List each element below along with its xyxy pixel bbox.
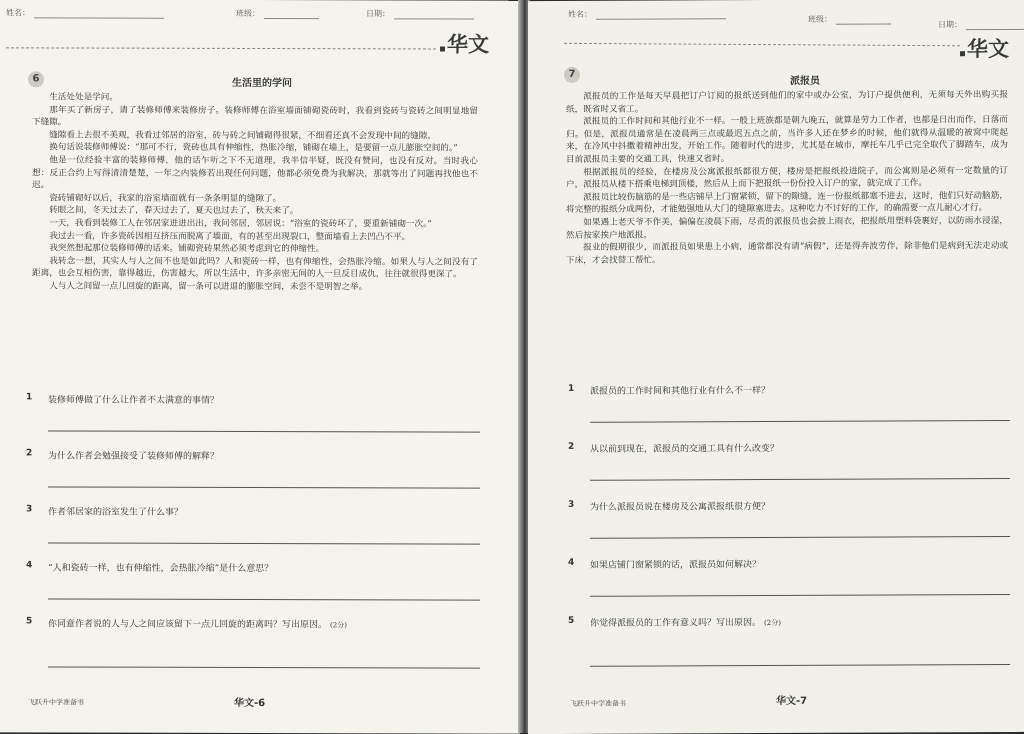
question-number: 3 [26,504,33,515]
question-number: 4 [26,560,33,571]
question-text [590,557,761,571]
passage-title: 生活里的学问 [232,77,292,90]
left-header [6,7,516,19]
question-number: 2 [26,448,33,459]
question-prompt: 你同意作者说的人与人之间应该留下一点儿回旋的距离吗？写出原因。 [48,619,328,631]
question-number: 1 [26,392,33,403]
question-number: 3 [568,499,575,510]
passage-paragraph: 如果遇上老天爷不作美，偏偏在凌晨下雨，尽责的派报员也会披上雨衣，把报纸用塑料袋裹好，以防雨水浸湿，然后按家挨户地派报。 [566,215,1008,241]
question-item [0,560,520,575]
question-number: 5 [568,615,575,626]
question-item [0,392,520,406]
name-field [6,7,164,18]
passage-paragraph: 缝隙看上去很不美观，我看过邻居的浴室，砖与砖之间铺砌得很紧，不细看还真不会发现中间的缝隙。 [49,130,436,142]
question-item [0,616,520,631]
question-item [528,614,1024,629]
date-field [366,8,474,19]
brand-label [960,33,1009,63]
passage-number-badge: 7 [564,67,580,83]
question-number: 4 [568,557,575,568]
question-text [48,504,183,517]
passage-paragraph: 转眼之间，冬天过去了，春天过去了，夏天也过去了，秋天来了。 [49,205,299,217]
class-field [808,13,891,24]
answer-line[interactable] [590,420,1010,423]
question-text [48,392,219,405]
name-label: 姓名： [6,8,30,18]
passage-paragraph: 人与人之间留一点儿回旋的距离，留一条可以进退的膨胀空间，未尝不是明智之举。 [49,281,368,293]
question-number: 5 [26,616,33,627]
passage-paragraph: 派报员的工作是每天早晨把订户订阅的报纸送到他们的家中或办公室，为订户提供便利，无须每天外出购买报纸，既省时又省工。 [566,89,1008,115]
page-number: 华文-7 [776,695,808,707]
name-label: 姓名： [568,9,592,19]
right-header [568,7,1018,30]
name-input-line[interactable] [596,10,726,20]
footer-series: 飞跃升中学准备书 [28,698,84,707]
date-field [938,19,1024,30]
passage-paragraph: 我过去一看，许多瓷砖因相互挤压而脱离了墙面，有的甚至出现裂口，整面墙看上去凹凸不平。 [49,230,411,242]
answer-line[interactable] [590,664,1010,667]
question-number: 1 [568,383,575,394]
header-divider [6,47,436,49]
question-prompt: 作者邻居家的浴室发生了什么事？ [48,507,184,518]
answer-line[interactable] [48,666,480,668]
header-divider [564,43,960,46]
brand-text: 华文 [967,36,1009,62]
class-label: 班级： [808,14,832,24]
question-prompt: 为什么作者会勉强接受了装修师傅的解释？ [48,451,220,462]
answer-line[interactable] [48,430,480,432]
passage-paragraph: 派报员的工作时间和其他行业不一样。一般上班族都是朝九晚五，就算是劳力工作者，也都是日出而作，日落而归。但是，派报员通常是在凌晨两三点或最迟五点之前，当许多人还在梦乡的时候，他们就得从温暖的被窝中爬起来，在冷风中抖擞着精神出发，开始工作。随着时代的进步，尤其是在城市，摩托车几乎已完全取代了脚踏车，成为目前派报员主要的交通工具，快速又省时。 [566,115,1008,165]
question-text [590,499,770,513]
question-number: 2 [568,441,575,452]
passage-paragraph: 我突然想起那位装修师傅的话来。铺砌瓷砖果然必须考虑到它的伸缩性。 [49,243,325,255]
question-item [528,556,1024,571]
class-label: 班级： [236,8,260,18]
question-item [528,440,1024,455]
passage-paragraph: 报业的假期很少，而派报员如果患上小病，通常都没有请“病假”，还是得奔波劳作，除非他们是病到无法走动或下床，才会找替工帮忙。 [566,241,1008,266]
question-prompt: 派报员的工作时间和其他行业有什么不一样？ [590,386,771,397]
marks-label: (2分) [330,621,347,630]
passage-paragraph: 根据派报员的经验，在楼房及公寓派报纸都很方便，楼房是把报纸投进院子，而公寓则是必须有一定数量的订户，派报员从楼下搭乘电梯到顶楼，然后从上而下把报纸一份份投入订户的家，就完成了工作。 [566,165,1008,191]
answer-line[interactable] [48,598,480,600]
passage-body [32,91,478,294]
name-field [568,8,726,20]
date-input-line[interactable] [966,21,1024,30]
date-input-line[interactable] [394,10,474,19]
question-text [48,616,347,630]
page-number: 华文-6 [234,697,266,710]
right-page [528,0,1024,734]
passage-paragraph: 他是一位经验丰富的装修师傅，他的话乍听之下不无道理，我半信半疑，既没有赞同，也没有反对。当时我心想：反正合约上写得清清楚楚，一年之内装修若出现任何问题，他都必须免费为我解决，那就等出了问题再找他也不迟。 [32,155,478,191]
marks-label: (2分) [764,618,781,628]
brand-label [440,28,489,58]
question-prompt: 你觉得派报员的工作有意义吗？写出原因。 [590,618,762,629]
passage-paragraph: 瓷砖铺砌好以后，我家的浴室墙面就有一条条明显的缝隙了。 [49,193,282,204]
passage-number-badge: 6 [28,71,44,87]
question-text [590,615,781,629]
class-field [236,8,319,19]
date-label: 日期： [366,9,390,19]
name-input-line[interactable] [34,9,164,18]
question-item [528,382,1024,397]
passage-paragraph: 我转念一想，其实人与人之间不也是如此吗？人和瓷砖一样，也有伸缩性，会热胀冷缩。如果人与人之间没有了距离，也会互相伤害，靠得越近，伤害越大。所以生活中，许多亲密无间的人一旦反目成仇，往往就很得更深了。 [32,256,478,280]
passage-title: 派报员 [790,75,820,87]
question-text [48,448,219,461]
brand-dot [960,51,965,56]
question-prompt: 为什么派报员说在楼房及公寓派报纸很方便？ [590,502,771,513]
question-item [0,448,520,462]
class-input-line[interactable] [836,15,891,24]
passage-paragraph: 派报员比较伤脑筋的是一些店铺早上门窗紧锁，留下的隙缝，连一份报纸都塞不进去，这时，他们只好动脑筋，将完整的报纸分成两份，才能勉强地从大门的缝隙塞进去。这种吃力不讨好的工作，的确需要一点儿耐心才行。 [566,190,1008,216]
footer-series: 飞跃升中学准备书 [570,699,626,708]
answer-line[interactable] [590,536,1010,539]
question-text [48,560,273,574]
brand-dot [440,46,445,51]
question-text [590,383,770,397]
answer-line[interactable] [590,478,1010,481]
class-input-line[interactable] [264,10,319,19]
question-item [528,498,1024,513]
brand-text: 华文 [447,32,489,57]
question-prompt: “人和瓷砖一样，也有伸缩性，会热胀冷缩”是什么意思？ [48,563,274,575]
question-prompt: 如果店铺门窗紧锁的话，派报员如何解决？ [590,560,762,571]
question-prompt: 从以前到现在，派报员的交通工具有什么改变？ [590,443,780,455]
passage-paragraph: 那年买了新房子，请了装修师傅来装修房子。装修师傅在浴室墙面铺砌瓷砖时，我看到瓷砖与瓷砖之间明显地留下缝隙。 [32,105,478,128]
passage-body [566,89,1008,267]
answer-line[interactable] [590,594,1010,597]
answer-line[interactable] [48,542,480,544]
passage-paragraph: 换句话说装修师傅说：“那可不行，瓷砖也具有伸缩性，热胀冷缩，铺砌在墙上，是要留一点儿膨胀空间的。” [49,142,458,154]
answer-line[interactable] [48,486,480,488]
question-text [590,441,779,455]
question-item [0,504,520,518]
passage-paragraph: 一天，我看到装修工人在邻居家进进出出，我问邻居，邻居说：“浴室的瓷砖坏了，要重新铺砌一次。” [49,218,432,230]
question-prompt: 装修师傅做了什么让作者不太满意的事情？ [48,395,220,406]
passage-paragraph: 生活处处是学问。 [49,92,118,103]
date-label: 日期： [938,20,962,30]
